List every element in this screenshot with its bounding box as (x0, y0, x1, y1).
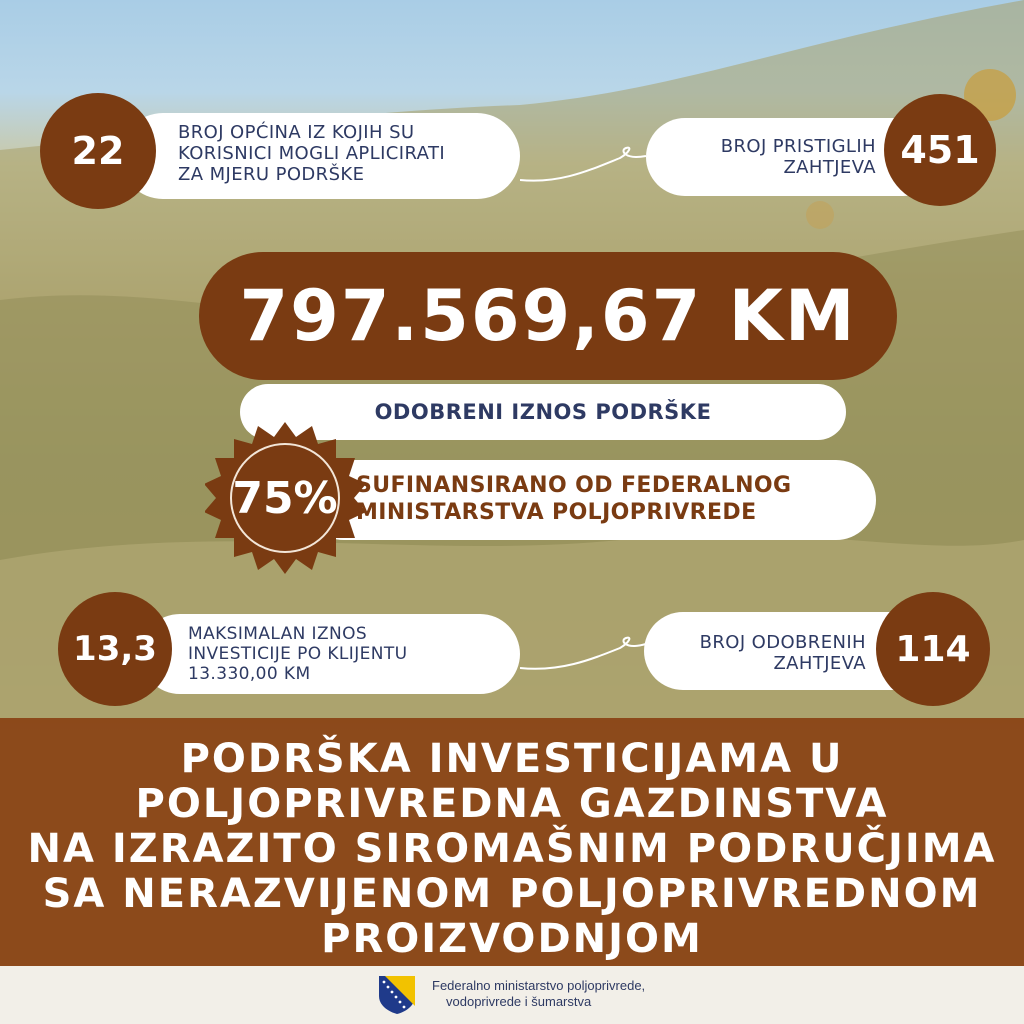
headline-line: SA NERAZVIJENOM POLJOPRIVREDNOM (42, 871, 982, 917)
cofinancing-text (356, 472, 791, 526)
approved-amount: 797.569,67 KM (239, 275, 857, 357)
ministry-line: vodoprivrede i šumarstva (446, 994, 592, 1009)
max-investment-label-line: 13.330,00 KM (188, 664, 311, 684)
coat-of-arms-icon (375, 972, 419, 1016)
municipalities-label-line: KORISNICI MOGLI APLICIRATI (178, 143, 446, 164)
headline-line: POLJOPRIVREDNA GAZDINSTVA (135, 781, 889, 827)
cofinancing-line: MINISTARSTVA POLJOPRIVREDE (356, 500, 757, 525)
received-label-line: BROJ PRISTIGLIH (720, 136, 876, 157)
received-label-line: ZAHTJEVA (783, 157, 876, 178)
headline (0, 737, 1024, 962)
ministry-line: Federalno ministarstvo poljoprivrede, (432, 978, 646, 993)
connector-curl (520, 140, 650, 190)
headline-line: PODRŠKA INVESTICIJAMA U (180, 736, 844, 782)
connector-curl (520, 630, 650, 680)
municipalities-label-line: ZA MJERU PODRŠKE (178, 164, 365, 185)
cofinancing-line: SUFINANSIRANO OD FEDERALNOG (356, 473, 792, 498)
received-label (660, 136, 876, 178)
received-value: 451 (884, 94, 996, 206)
headline-line: NA IZRAZITO SIROMAŠNIM PODRUČJIMA (27, 826, 997, 872)
approved-requests-label-line: ZAHTJEVA (773, 653, 866, 674)
municipalities-label-line: BROJ OPĆINA IZ KOJIH SU (178, 122, 415, 143)
max-investment-label-line: INVESTICIJE PO KLIJENTU (188, 644, 408, 664)
municipalities-label (178, 122, 445, 185)
ministry-name (432, 978, 645, 1010)
approved-requests-label (656, 632, 866, 674)
approved-requests-value: 114 (876, 592, 990, 706)
max-investment-value: 13,3 (58, 592, 172, 706)
approved-requests-label-line: BROJ ODOBRENIH (699, 632, 866, 653)
max-investment-label (188, 624, 408, 684)
cofinancing-percent: 75% (232, 472, 338, 524)
approved-amount-label: ODOBRENI IZNOS PODRŠKE (240, 384, 846, 440)
max-investment-label-line: MAKSIMALAN IZNOS (188, 624, 368, 644)
municipalities-value: 22 (40, 93, 156, 209)
headline-line: PROIZVODNJOM (321, 916, 703, 962)
